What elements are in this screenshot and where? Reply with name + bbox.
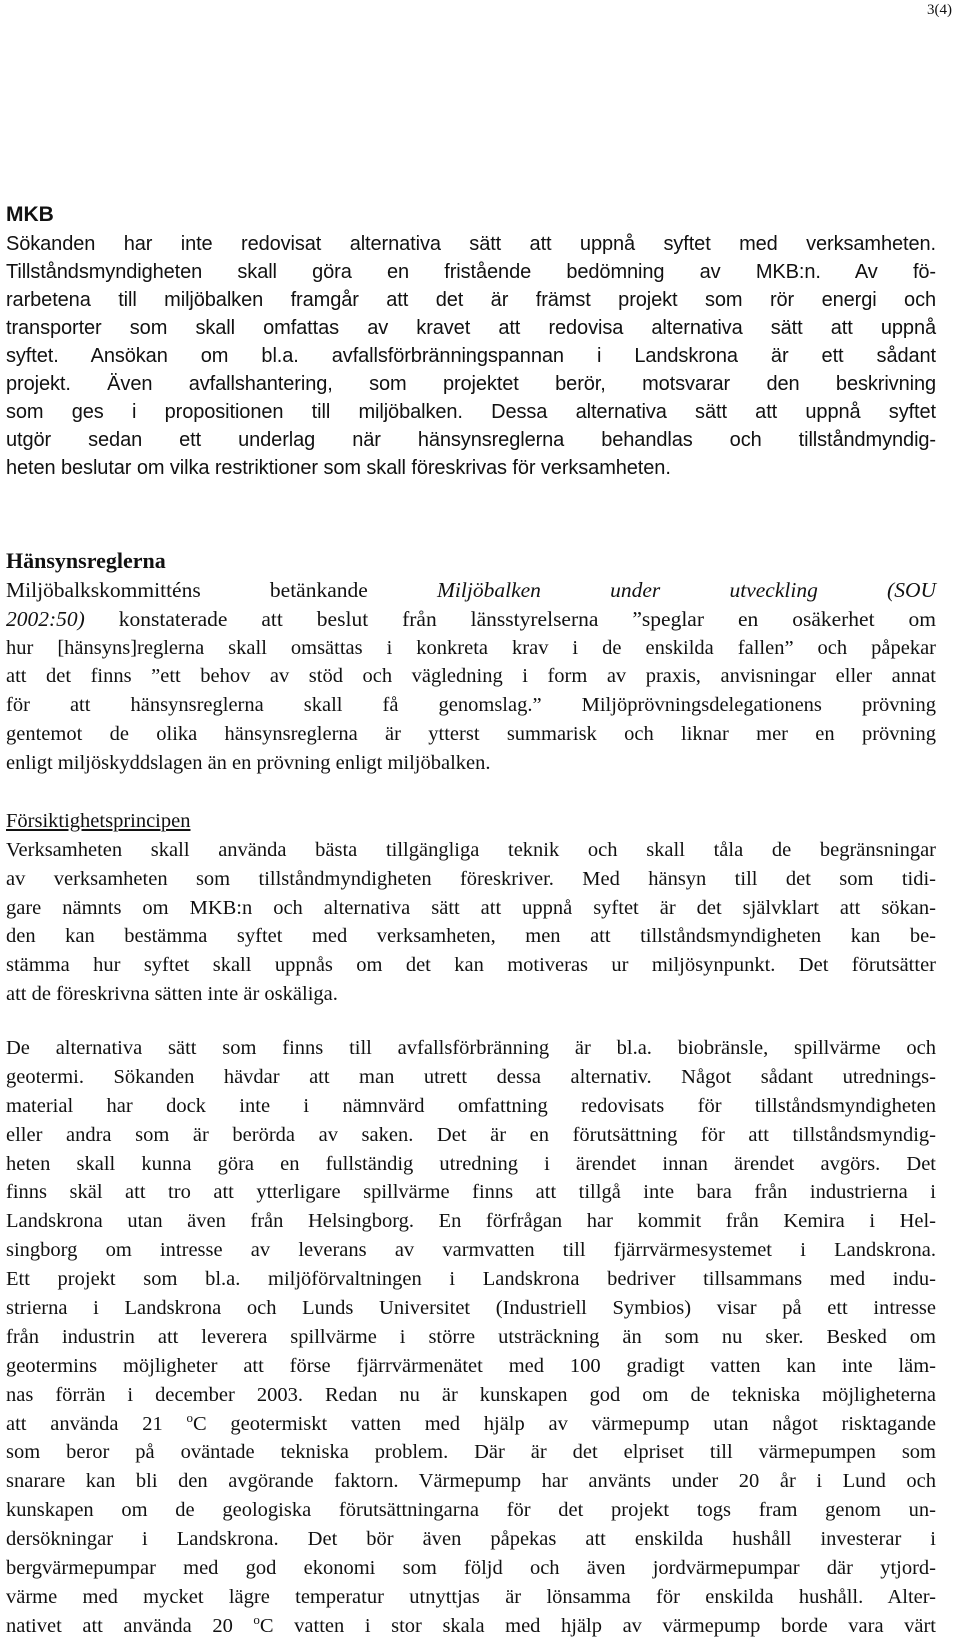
paragraph-line: gentemot de olika hänsynsreglerna är ytterst summarisk och liknar mer en prövning: [6, 722, 936, 745]
section-mkb: [6, 200, 936, 482]
text-run: C geotermiskt vatten med hjälp av värmepump utan något risktagande: [192, 1412, 936, 1435]
paragraph-line: singborg om intresse av leverans av varmvatten till fjärrvärmesystemet i Landskrona.: [6, 1239, 936, 1262]
paragraph-line: material har dock inte i nämnvärd omfattning redovisats för tillståndsmyndigheten: [6, 1094, 936, 1117]
paragraph-line: snarare kan bli den avgörande faktorn. Värmepump har använts under 20 år i Lund och: [6, 1470, 936, 1493]
paragraph-line: [6, 576, 936, 605]
section-alternativ: [6, 1034, 936, 1641]
page-number: 3(4): [927, 2, 952, 18]
paragraph-line: dersökningar i Landskrona. Det bör även påpekas att enskilda hushåll investerar i: [6, 1528, 936, 1551]
section-forsiktighetsprincipen: [6, 807, 936, 1009]
paragraph-line: finns skäl att tro att ytterligare spillvärme finns att tillgå inte bara från industrierna i: [6, 1181, 936, 1204]
paragraph-line: för att hänsynsreglerna skall få genomslag.” Miljöprövningsdelegationens prövning: [6, 694, 936, 717]
paragraph-line: att de föreskrivna sätten inte är oskäliga.: [6, 982, 338, 1005]
paragraph-line: stämma hur syftet skall uppnås om det kan motiveras ur miljösynpunkt. Det förutsätter: [6, 954, 936, 977]
paragraph-line: geotermi. Sökanden hävdar att man utrett dessa alternativ. Något sådant utrednings-: [6, 1065, 936, 1088]
citation-title: Miljöbalken under utveckling (SOU: [437, 578, 936, 602]
paragraph-line: utgör sedan ett underlag när hänsynsreglerna behandlas och tillståndmyndig-: [6, 429, 936, 451]
paragraph-line: att det finns ”ett behov av stöd och vägledning i form av praxis, anvisningar eller annat: [6, 665, 936, 688]
paragraph-line: eller andra som är berörda av saken. Det är en förutsättning för att tillståndsmyndig-: [6, 1123, 936, 1146]
text-run: Miljöbalkskommitténs betänkande: [6, 578, 438, 602]
paragraph-line: hur [hänsyns]reglerna skall omsättas i konkreta krav i de enskilda fallen” och påpekar: [6, 636, 936, 659]
paragraph-line: som ges i propositionen till miljöbalken. Dessa alternativa sätt att uppnå syftet: [6, 401, 936, 423]
heading-forsiktighetsprincipen: Försiktighetsprincipen: [6, 810, 191, 832]
paragraph-line: Sökanden har inte redovisat alternativa sätt att uppnå syftet med verksamheten.: [6, 233, 936, 255]
paragraph-line: projekt. Även avfallshantering, som projektet berör, motsvarar den beskrivning: [6, 373, 936, 395]
paragraph-line: bergvärmepumpar med god ekonomi som följd och även jordvärmepumpar där ytjord-: [6, 1557, 936, 1580]
paragraph-line: Ett projekt som bl.a. miljöförvaltningen i Landskrona bedriver tillsammans med indu-: [6, 1268, 936, 1291]
paragraph-line: av verksamheten som tillståndmyndigheten föreskriver. Med hänsyn till det som tidi-: [6, 867, 936, 890]
text-run: att använda 21: [6, 1412, 187, 1435]
section-hansynsreglerna: [6, 546, 936, 778]
paragraph-line: syftet. Ansökan om bl.a. avfallsförbränningspannan i Landskrona är ett sådant: [6, 345, 936, 367]
paragraph-line: enligt miljöskyddslagen än en prövning enligt miljöbalken.: [6, 751, 491, 774]
heading-hansynsreglerna: Hänsynsreglerna: [6, 548, 166, 573]
degree-superscript: o: [186, 1409, 193, 1425]
paragraph-line: rarbetena till miljöbalken framgår att det är främst projekt som rör energi och: [6, 289, 936, 311]
heading-mkb: MKB: [6, 203, 54, 226]
paragraph-line: [6, 1410, 936, 1439]
paragraph-line: Landskrona utan även från Helsingborg. En förfrågan har kommit från Kemira i Hel-: [6, 1210, 936, 1233]
paragraph-line: De alternativa sätt som finns till avfallsförbränning är bl.a. biobränsle, spillvärme och: [6, 1037, 936, 1059]
degree-superscript: o: [253, 1611, 260, 1627]
paragraph-line: den kan bestämma syftet med verksamheten, men att tillståndsmyndigheten kan be-: [6, 925, 936, 948]
paragraph-line: Tillståndsmyndigheten skall göra en fristående bedömning av MKB:n. Av fö-: [6, 261, 936, 283]
paragraph-line: heten skall kunna göra en fullständig utredning i ärendet innan ärendet avgörs. Det: [6, 1152, 936, 1175]
citation-title: 2002:50): [6, 606, 85, 631]
paragraph-line: [6, 605, 936, 634]
paragraph-line: nas förrän i december 2003. Redan nu är kunskapen god om de tekniska möjligheterna: [6, 1383, 936, 1406]
paragraph-line: transporter som skall omfattas av kravet att redovisa alternativa sätt att uppnå: [6, 317, 936, 339]
paragraph-line: gare nämnts om MKB:n och alternativa sätt att uppnå syftet är det självklart att sökan-: [6, 896, 936, 919]
paragraph-line: strierna i Landskrona och Lunds Universitet (Industriell Symbios) visar på ett intresse: [6, 1297, 936, 1320]
paragraph-line: Verksamheten skall använda bästa tillgängliga teknik och skall tåla de begränsningar: [6, 839, 936, 861]
paragraph-line: värme med mycket lägre temperatur utnyttjas är lönsamma för enskilda hushåll. Alter-: [6, 1585, 936, 1608]
paragraph-line: [6, 1612, 936, 1641]
paragraph-line: heten beslutar om vilka restriktioner som skall föreskrivas för verksamheten.: [6, 457, 671, 479]
text-run: konstaterade att beslut från länsstyrelserna ”speglar en osäkerhet om: [84, 606, 936, 631]
text-run: C vatten i stor skala med hjälp av värmepump borde vara värt: [259, 1614, 936, 1637]
text-run: nativet att använda 20: [6, 1614, 254, 1637]
paragraph-line: kunskapen om de geologiska förutsättningarna för det projekt togs fram genom un-: [6, 1499, 936, 1522]
paragraph-line: geotermins möjligheter att förse fjärrvärmenätet med 100 gradigt vatten kan inte läm-: [6, 1354, 936, 1377]
paragraph-line: från industrin att leverera spillvärme i större utsträckning än som nu sker. Besked om: [6, 1325, 936, 1348]
paragraph-line: som beror på oväntade tekniska problem. Där är det elpriset till värmepumpen som: [6, 1441, 936, 1464]
